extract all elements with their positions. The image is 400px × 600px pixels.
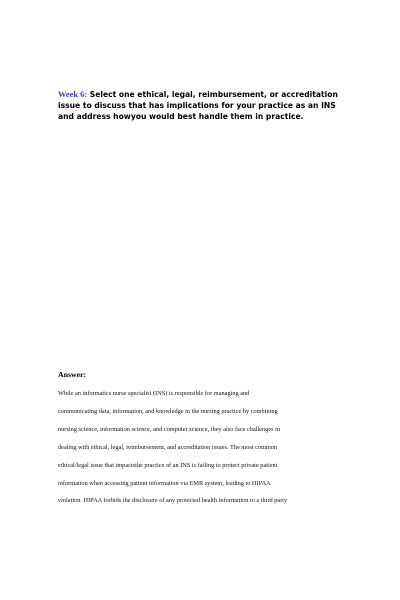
prompt-text: Select one ethical, legal, reimbursement, or accreditation issue to discuss that has implications for your practice as an INS and address howyou would best handle them in practice. (58, 90, 338, 121)
answer-line: ethical/legal issue that impactsthe practice of an INS is failing to protect private patient (58, 461, 278, 469)
answer-line: information when accessing patient information via EMR system, leading to HIPAA (58, 479, 271, 487)
assignment-prompt (58, 89, 348, 122)
answer-line: While an informatics nurse specialist (INS) is responsible for managing and (58, 390, 250, 397)
answer-heading: Answer: (58, 370, 87, 379)
answer-line: dealing with ethical, legal, reimbursement, and accreditation issues. The most common (58, 443, 278, 451)
answer-line: nursing science, information science, and computer science, they also face challenges in (58, 425, 281, 433)
answer-line: violation. HIPAA forbids the disclosure of any protected health information to a third party (58, 497, 288, 505)
week-label: Week 6: (58, 90, 88, 99)
answer-line: communicating data, information, and knowledge in the nursing practice by combining (58, 407, 278, 415)
answer-body (58, 385, 350, 510)
